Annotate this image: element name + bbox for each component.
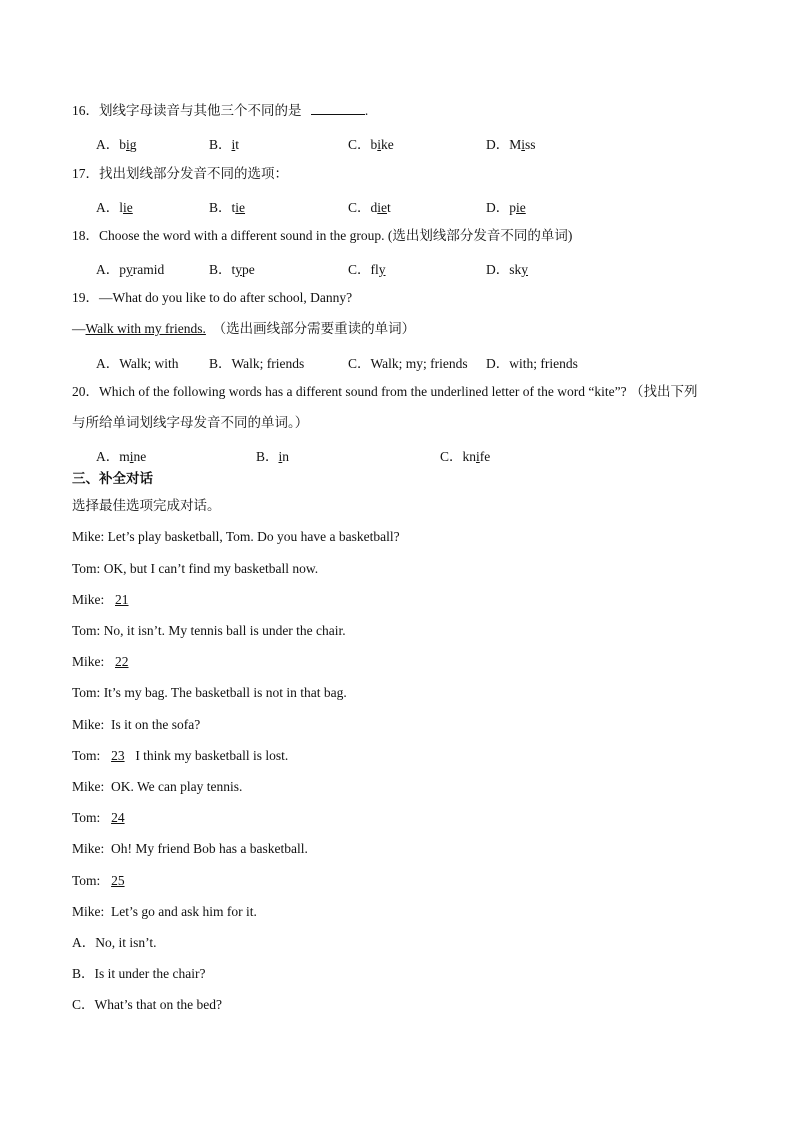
option-d[interactable]: D．sky	[486, 262, 529, 277]
option-c[interactable]: C．diet	[348, 200, 391, 215]
option-c[interactable]: C．bike	[348, 137, 394, 152]
choice-c[interactable]: C．What’s that on the bed?	[72, 997, 222, 1012]
option-b[interactable]: B．Walk; friends	[209, 356, 305, 371]
dialogue-line: Mike: Is it on the sofa?	[72, 717, 201, 732]
dialogue-line: Tom: 24	[72, 809, 129, 827]
option-d[interactable]: D．pie	[486, 200, 526, 215]
dialogue-line: Mike: 21	[72, 591, 133, 609]
question-19-stem: 19．—What do you like to do after school, Danny?	[72, 290, 353, 305]
option-a[interactable]: A．Walk; with	[96, 356, 179, 371]
option-b[interactable]: B．in	[256, 449, 290, 464]
dialogue-line: Mike: Let’s play basketball, Tom. Do you have a basketball?	[72, 529, 400, 544]
option-b[interactable]: B．it	[209, 137, 240, 152]
question-18-stem: 18．Choose the word with a different sound in the group. (选出划线部分发音不同的单词)	[72, 228, 573, 243]
option-b[interactable]: B．type	[209, 262, 255, 277]
dialogue-line: Mike: Oh! My friend Bob has a basketball.	[72, 841, 308, 856]
option-d[interactable]: D．with; friends	[486, 356, 578, 371]
section-title: 三、补全对话	[72, 471, 153, 486]
dialogue-line: Tom: 25	[72, 872, 129, 890]
choice-b[interactable]: B．Is it under the chair?	[72, 966, 206, 981]
dialogue-line: Tom: It’s my bag. The basketball is not in that bag.	[72, 685, 347, 700]
dialogue-line: Mike: OK. We can play tennis.	[72, 779, 243, 794]
option-d[interactable]: D．Miss	[486, 137, 536, 152]
section-instruction: 选择最佳选项完成对话。	[72, 498, 221, 513]
dialogue-line: Mike: 22	[72, 653, 133, 671]
blank-23[interactable]: 23	[111, 748, 125, 763]
question-16-stem: 16．划线字母读音与其他三个不同的是	[72, 103, 302, 118]
blank-25[interactable]: 25	[111, 873, 125, 888]
blank-22[interactable]: 22	[115, 654, 129, 669]
option-a[interactable]: A．mine	[96, 449, 147, 464]
option-c[interactable]: C．fly	[348, 262, 386, 277]
option-a[interactable]: A．big	[96, 137, 137, 152]
blank-21[interactable]: 21	[115, 592, 129, 607]
choice-a[interactable]: A．No, it isn’t.	[72, 935, 157, 950]
dialogue-line: Tom: No, it isn’t. My tennis ball is under the chair.	[72, 623, 346, 638]
option-b[interactable]: B．tie	[209, 200, 246, 215]
blank-24[interactable]: 24	[111, 810, 125, 825]
question-20-stem-line2: 与所给单词划线字母发音不同的单词。）	[72, 415, 309, 430]
answer-blank[interactable]	[311, 102, 365, 115]
question-20-stem-line1: 20．Which of the following words has a different sound from the underlined letter of the word “kite”? （找出下列	[72, 384, 698, 399]
option-c[interactable]: C．Walk; my; friends	[348, 356, 468, 371]
question-16: 16．划线字母读音与其他三个不同的是 .	[72, 103, 369, 118]
question-19-answer: —Walk with my friends. （选出画线部分需要重读的单词）	[72, 321, 416, 336]
dialogue-line: Tom: OK, but I can’t find my basketball now.	[72, 561, 319, 576]
option-c[interactable]: C．knife	[440, 449, 491, 464]
option-a[interactable]: A．lie	[96, 200, 133, 215]
question-17-stem: 17．找出划线部分发音不同的选项：	[72, 166, 288, 181]
dialogue-line: Mike: Let’s go and ask him for it.	[72, 904, 257, 919]
option-a[interactable]: A．pyramid	[96, 262, 165, 277]
dialogue-line: Tom: 23 I think my basketball is lost.	[72, 748, 289, 763]
